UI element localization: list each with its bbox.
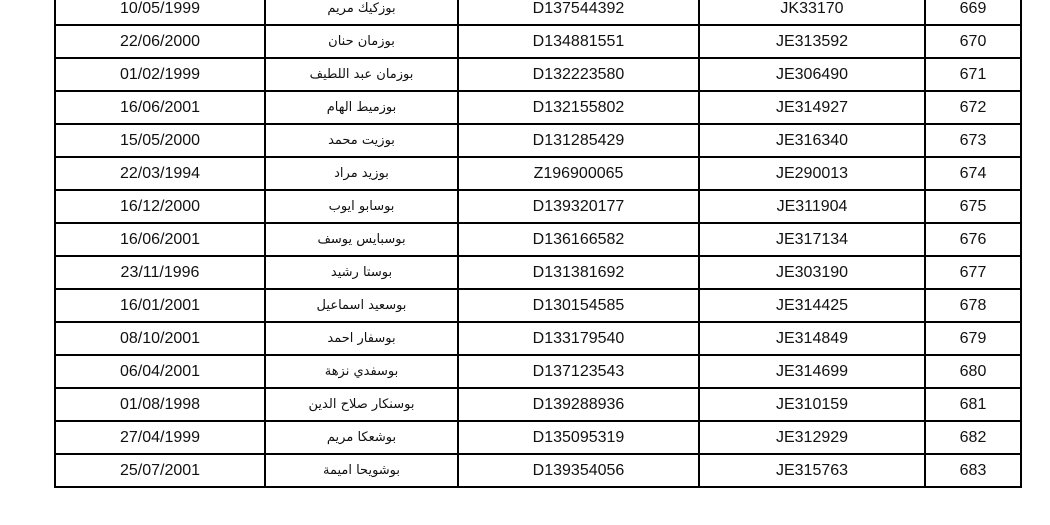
full-name-cell: بوسعيد اسماعيل: [265, 289, 458, 322]
row-number-cell: 682: [925, 421, 1021, 454]
row-number-cell: 677: [925, 256, 1021, 289]
registration-code-cell: JE311904: [699, 190, 925, 223]
full-name-cell: بوسفار احمد: [265, 322, 458, 355]
registration-code-cell: JK33170: [699, 0, 925, 25]
registration-code-cell: JE314927: [699, 91, 925, 124]
full-name-cell: بوسنكار صلاح الدين: [265, 388, 458, 421]
birth-date-cell: 16/06/2001: [55, 223, 265, 256]
full-name-cell: بوزميط الهام: [265, 91, 458, 124]
id-card-number-cell: D137544392: [458, 0, 699, 25]
table-row: [55, 0, 1021, 25]
id-card-number-cell: D131381692: [458, 256, 699, 289]
birth-date-cell: 22/06/2000: [55, 25, 265, 58]
birth-date-cell: 16/12/2000: [55, 190, 265, 223]
table-row: [55, 322, 1021, 355]
records-table-body: [55, 0, 1021, 487]
table-row: [55, 223, 1021, 256]
id-card-number-cell: D137123543: [458, 355, 699, 388]
id-card-number-cell: D132155802: [458, 91, 699, 124]
table-row: [55, 124, 1021, 157]
birth-date-cell: 16/01/2001: [55, 289, 265, 322]
registration-code-cell: JE315763: [699, 454, 925, 487]
full-name-cell: بوزكيك مريم: [265, 0, 458, 25]
row-number-cell: 679: [925, 322, 1021, 355]
birth-date-cell: 15/05/2000: [55, 124, 265, 157]
row-number-cell: 676: [925, 223, 1021, 256]
registration-code-cell: JE303190: [699, 256, 925, 289]
table-row: [55, 454, 1021, 487]
table-row: [55, 25, 1021, 58]
registration-code-cell: JE290013: [699, 157, 925, 190]
registration-code-cell: JE313592: [699, 25, 925, 58]
id-card-number-cell: D139354056: [458, 454, 699, 487]
table-row: [55, 157, 1021, 190]
birth-date-cell: 25/07/2001: [55, 454, 265, 487]
full-name-cell: بوشويحا اميمة: [265, 454, 458, 487]
id-card-number-cell: D139288936: [458, 388, 699, 421]
id-card-number-cell: D131285429: [458, 124, 699, 157]
table-row: [55, 256, 1021, 289]
registration-code-cell: JE312929: [699, 421, 925, 454]
registration-code-cell: JE314425: [699, 289, 925, 322]
row-number-cell: 669: [925, 0, 1021, 25]
birth-date-cell: 01/02/1999: [55, 58, 265, 91]
full-name-cell: بوزمان حنان: [265, 25, 458, 58]
full-name-cell: بوزمان عبد اللطيف: [265, 58, 458, 91]
registration-code-cell: JE314699: [699, 355, 925, 388]
registration-code-cell: JE316340: [699, 124, 925, 157]
full-name-cell: بوسبايس يوسف: [265, 223, 458, 256]
table-row: [55, 421, 1021, 454]
row-number-cell: 674: [925, 157, 1021, 190]
registration-code-cell: JE306490: [699, 58, 925, 91]
birth-date-cell: 16/06/2001: [55, 91, 265, 124]
birth-date-cell: 23/11/1996: [55, 256, 265, 289]
full-name-cell: بوزيت محمد: [265, 124, 458, 157]
birth-date-cell: 01/08/1998: [55, 388, 265, 421]
row-number-cell: 673: [925, 124, 1021, 157]
registration-code-cell: JE317134: [699, 223, 925, 256]
records-table: [54, 0, 1022, 488]
row-number-cell: 671: [925, 58, 1021, 91]
full-name-cell: بوستا رشيد: [265, 256, 458, 289]
registration-code-cell: JE314849: [699, 322, 925, 355]
full-name-cell: بوسابو ايوب: [265, 190, 458, 223]
table-row: [55, 91, 1021, 124]
id-card-number-cell: D133179540: [458, 322, 699, 355]
birth-date-cell: 27/04/1999: [55, 421, 265, 454]
id-card-number-cell: D139320177: [458, 190, 699, 223]
records-table-container: [54, 0, 1022, 488]
row-number-cell: 672: [925, 91, 1021, 124]
id-card-number-cell: Z196900065: [458, 157, 699, 190]
full-name-cell: بوسفدي نزهة: [265, 355, 458, 388]
full-name-cell: بوشعكا مريم: [265, 421, 458, 454]
full-name-cell: بوزيد مراد: [265, 157, 458, 190]
table-row: [55, 190, 1021, 223]
table-row: [55, 289, 1021, 322]
row-number-cell: 683: [925, 454, 1021, 487]
row-number-cell: 681: [925, 388, 1021, 421]
row-number-cell: 675: [925, 190, 1021, 223]
table-row: [55, 355, 1021, 388]
row-number-cell: 680: [925, 355, 1021, 388]
registration-code-cell: JE310159: [699, 388, 925, 421]
row-number-cell: 670: [925, 25, 1021, 58]
table-row: [55, 388, 1021, 421]
row-number-cell: 678: [925, 289, 1021, 322]
birth-date-cell: 06/04/2001: [55, 355, 265, 388]
id-card-number-cell: D135095319: [458, 421, 699, 454]
table-row: [55, 58, 1021, 91]
birth-date-cell: 08/10/2001: [55, 322, 265, 355]
id-card-number-cell: D130154585: [458, 289, 699, 322]
birth-date-cell: 10/05/1999: [55, 0, 265, 25]
id-card-number-cell: D136166582: [458, 223, 699, 256]
id-card-number-cell: D132223580: [458, 58, 699, 91]
id-card-number-cell: D134881551: [458, 25, 699, 58]
birth-date-cell: 22/03/1994: [55, 157, 265, 190]
